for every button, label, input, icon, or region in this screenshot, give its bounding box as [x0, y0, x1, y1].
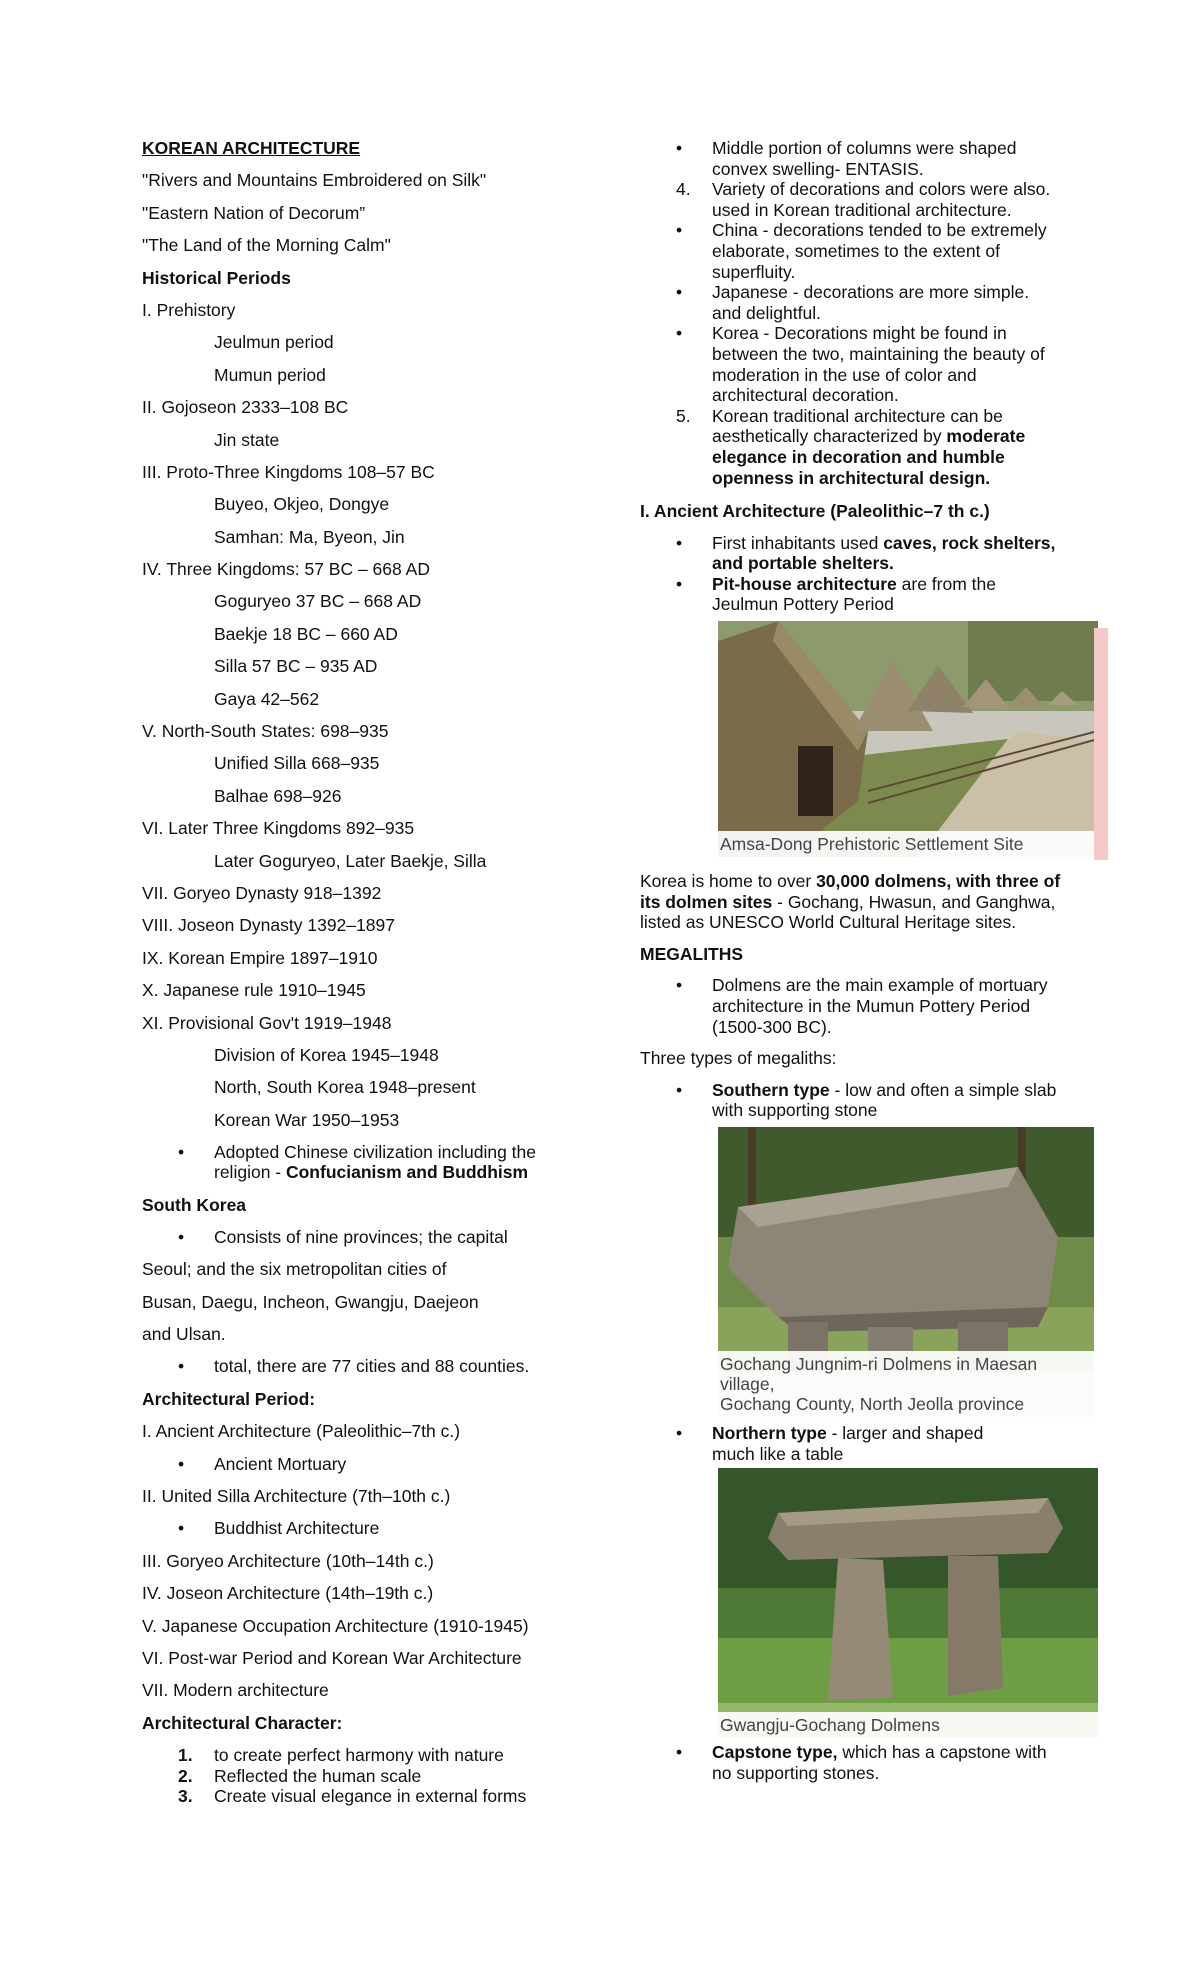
intro-line: "Eastern Nation of Decorum” [142, 202, 366, 223]
character-list [142, 1745, 612, 1807]
bold-text: Northern type [712, 1423, 827, 1443]
bullet-mark: • [676, 220, 683, 241]
bold-text: caves, rock shelters, [883, 532, 1056, 553]
arch-period-item: IV. Joseon Architecture (14th–19th c.) [142, 1583, 434, 1604]
bullet-mark: • [676, 323, 683, 344]
subperiod-item: Unified Silla 668–935 [214, 753, 380, 774]
arch-period-item: II. United Silla Architecture (7th–10th c.) [142, 1486, 451, 1507]
south-korea-heading: South Korea [142, 1194, 247, 1215]
text-line: Adopted Chinese civilization including the [214, 1142, 537, 1163]
list-number: 4. [676, 179, 691, 200]
bullet-buddhist-architecture [142, 1518, 612, 1538]
bullet-southern-type [640, 1080, 1100, 1121]
pit-house-image [718, 621, 1098, 857]
period-item: X. Japanese rule 1910–1945 [142, 980, 366, 1001]
three-types-line: Three types of megaliths: [640, 1048, 837, 1069]
arch-period-item: VI. Post-war Period and Korean War Architecture [142, 1647, 522, 1668]
bullet-korea [640, 323, 1100, 405]
bold-text: Capstone type, [712, 1742, 838, 1763]
text-line: total, there are 77 cities and 88 counties. [214, 1356, 530, 1377]
subperiod-item: Jeulmun period [214, 332, 334, 353]
text-line: and delightful. [712, 302, 821, 323]
subperiod-item: Buyeo, Okjeo, Dongye [214, 494, 390, 515]
text-line: elaborate, sometimes to the extent of [712, 240, 1000, 261]
bullet-mark: • [178, 1356, 185, 1377]
text-line: superfluity. [712, 261, 796, 282]
bullet-mark: • [676, 573, 683, 594]
text-line: Busan, Daegu, Incheon, Gwangju, Daejeon [142, 1291, 479, 1312]
left-column [142, 138, 612, 1807]
period-item: IV. Three Kingdoms: 57 BC – 668 AD [142, 559, 430, 580]
northern-dolmen-image [718, 1468, 1098, 1738]
subperiod-item: Mumun period [214, 364, 326, 385]
bold-text: 30,000 dolmens, with three of [816, 871, 1061, 892]
bullet-cities-counties [142, 1356, 612, 1376]
text-line: Dolmens are the main example of mortuary [712, 975, 1048, 996]
text-line: Pit-house architecture are from the [712, 573, 996, 594]
text-line: between the two, maintaining the beauty of [712, 343, 1045, 364]
text-line: Japanese - decorations are more simple. [712, 282, 1030, 303]
character-item [142, 1745, 612, 1766]
text-line: aesthetically characterized by moderate [712, 426, 1026, 447]
list-number: 1. [178, 1745, 193, 1766]
period-item: III. Proto-Three Kingdoms 108–57 BC [142, 461, 435, 482]
pit-house-photo [718, 621, 1098, 857]
subperiod-item: Samhan: Ma, Byeon, Jin [214, 526, 405, 547]
text-line: listed as UNESCO World Cultural Heritage sites. [640, 912, 1017, 933]
bullet-ancient-mortuary [142, 1454, 612, 1474]
subperiod-item: Balhae 698–926 [214, 785, 342, 806]
architectural-character-heading: Architectural Character: [142, 1712, 343, 1733]
period-item: I. Prehistory [142, 299, 236, 320]
decorative-tab [1094, 628, 1108, 860]
text-line: convex swelling- ENTASIS. [712, 158, 924, 179]
right-column [640, 138, 1100, 1783]
photo-caption: Gwangju-Gochang Dolmens [718, 1712, 1098, 1738]
southern-dolmen-photo [718, 1127, 1094, 1417]
intro-line: "The Land of the Morning Calm" [142, 235, 391, 256]
bullet-mark: • [178, 1142, 185, 1163]
list-number: 2. [178, 1765, 193, 1786]
bullet-entasis [640, 138, 1100, 179]
period-item: VI. Later Three Kingdoms 892–935 [142, 818, 415, 839]
text-line: First inhabitants used caves, rock shelters, [712, 532, 1056, 553]
text-line: much like a table [712, 1443, 844, 1464]
architectural-period-heading: Architectural Period: [142, 1388, 316, 1409]
intro-line: "Rivers and Mountains Embroidered on Silk" [142, 170, 487, 191]
subperiod-item: Division of Korea 1945–1948 [214, 1044, 439, 1065]
character-item [142, 1766, 612, 1787]
bullet-mark: • [178, 1518, 185, 1539]
text-line: Korea is home to over 30,000 dolmens, with three of [640, 871, 1061, 892]
list-number: 3. [178, 1786, 193, 1807]
photo-caption: Amsa-Dong Prehistoric Settlement Site [718, 831, 1098, 857]
arch-period-item: VII. Modern architecture [142, 1680, 329, 1701]
subperiod-item: Silla 57 BC – 935 AD [214, 656, 378, 677]
text-line: no supporting stones. [712, 1762, 880, 1783]
megaliths-heading: MEGALITHS [640, 943, 744, 964]
period-item: II. Gojoseon 2333–108 BC [142, 397, 349, 418]
subperiod-item: Later Goguryeo, Later Baekje, Silla [214, 850, 487, 871]
bullet-mark: • [676, 975, 683, 996]
subperiod-item: Goguryeo 37 BC – 668 AD [214, 591, 422, 612]
text-line: Create visual elegance in external forms [214, 1786, 527, 1807]
period-item: IX. Korean Empire 1897–1910 [142, 947, 378, 968]
bullet-mark: • [676, 1079, 683, 1100]
period-item: V. North-South States: 698–935 [142, 721, 389, 742]
period-item: VII. Goryeo Dynasty 918–1392 [142, 882, 382, 903]
text-line: Southern type - low and often a simple slab [712, 1079, 1057, 1100]
arch-period-item: V. Japanese Occupation Architecture (1910-1945) [142, 1615, 529, 1636]
text-line: elegance in decoration and humble [712, 446, 1005, 467]
bullet-mark: • [676, 1423, 683, 1443]
text-line: and Ulsan. [142, 1324, 226, 1345]
bullet-mark: • [676, 532, 683, 553]
text-line: Reflected the human scale [214, 1765, 422, 1786]
text-line: its dolmen sites - Gochang, Hwasun, and Ganghwa, [640, 891, 1056, 912]
historical-periods-heading: Historical Periods [142, 267, 291, 288]
text-line: with supporting stone [712, 1100, 878, 1121]
bullet-adopted-civilization [142, 1142, 612, 1182]
bold-text: Pit-house architecture [712, 573, 897, 594]
bold-text: its dolmen sites [640, 891, 773, 912]
caption-line: Gochang Jungnim-ri Dolmens in Maesan village, [720, 1354, 1038, 1394]
bullet-mark: • [676, 138, 683, 158]
bullet-first-inhabitants [640, 533, 1100, 574]
text-line: architecture in the Mumun Pottery Period [712, 996, 1031, 1017]
text-line: Ancient Mortuary [214, 1453, 347, 1474]
period-item: XI. Provisional Gov't 1919–1948 [142, 1012, 392, 1033]
ancient-architecture-heading: I. Ancient Architecture (Paleolithic–7 th c.) [640, 501, 990, 522]
text-line: Seoul; and the six metropolitan cities of [142, 1259, 447, 1280]
document-title: KOREAN ARCHITECTURE [142, 138, 361, 158]
text-line: Korean traditional architecture can be [712, 405, 1003, 426]
bullet-china [640, 220, 1100, 282]
bullet-mark: • [676, 282, 683, 303]
text-line: Korea - Decorations might be found in [712, 323, 1007, 344]
dolmen-paragraph [640, 871, 1100, 933]
text-line: Middle portion of columns were shaped [712, 138, 1017, 158]
numbered-item-5 [640, 406, 1100, 488]
text-line: and portable shelters. [712, 553, 894, 574]
subperiod-item: Jin state [214, 429, 280, 450]
bullet-mark: • [676, 1742, 683, 1763]
text-line: China - decorations tended to be extremely [712, 220, 1047, 241]
bold-text: Confucianism and Buddhism [285, 1162, 529, 1183]
text-line: moderation in the use of color and [712, 364, 977, 385]
bullet-mark: • [178, 1453, 185, 1474]
character-item [142, 1786, 612, 1807]
caption-line: Gochang County, North Jeolla province [720, 1394, 1025, 1414]
bullet-japanese [640, 282, 1100, 323]
photo-caption [718, 1351, 1094, 1417]
text-line: architectural decoration. [712, 385, 899, 406]
bullet-northern-type [640, 1423, 1100, 1464]
arch-period-item: III. Goryeo Architecture (10th–14th c.) [142, 1550, 434, 1571]
text-line: to create perfect harmony with nature [214, 1745, 504, 1766]
bullet-capstone-type [640, 1742, 1100, 1783]
text-line: Jeulmun Pottery Period [712, 594, 894, 615]
subperiod-item: Baekje 18 BC – 660 AD [214, 623, 398, 644]
text-line: Buddhist Architecture [214, 1518, 380, 1539]
text-line: Variety of decorations and colors were also. [712, 179, 1051, 200]
numbered-item-4 [640, 179, 1100, 220]
bullet-dolmens-mortuary [640, 975, 1100, 1037]
bullet-mark: • [178, 1226, 185, 1247]
subperiod-item: Gaya 42–562 [214, 688, 320, 709]
bullet-pit-house [640, 574, 1100, 615]
bullet-provinces [142, 1227, 612, 1247]
subperiod-item: Korean War 1950–1953 [214, 1109, 400, 1130]
text-line: religion - Confucianism and Buddhism [214, 1162, 529, 1183]
text-line: Consists of nine provinces; the capital [214, 1226, 508, 1247]
text-line: Capstone type, which has a capstone with [712, 1742, 1047, 1763]
arch-period-item: I. Ancient Architecture (Paleolithic–7th c.) [142, 1421, 461, 1442]
northern-dolmen-photo [718, 1468, 1098, 1738]
bold-text: moderate [946, 426, 1026, 447]
period-item: VIII. Joseon Dynasty 1392–1897 [142, 915, 395, 936]
list-number: 5. [676, 405, 691, 426]
text-line: used in Korean traditional architecture. [712, 199, 1012, 220]
text-line: Northern type - larger and shaped [712, 1423, 984, 1443]
text-line: openness in architectural design. [712, 467, 991, 488]
subperiod-item: North, South Korea 1948–present [214, 1077, 476, 1098]
bold-text: Southern type [712, 1079, 830, 1100]
text-line: (1500-300 BC). [712, 1016, 832, 1037]
